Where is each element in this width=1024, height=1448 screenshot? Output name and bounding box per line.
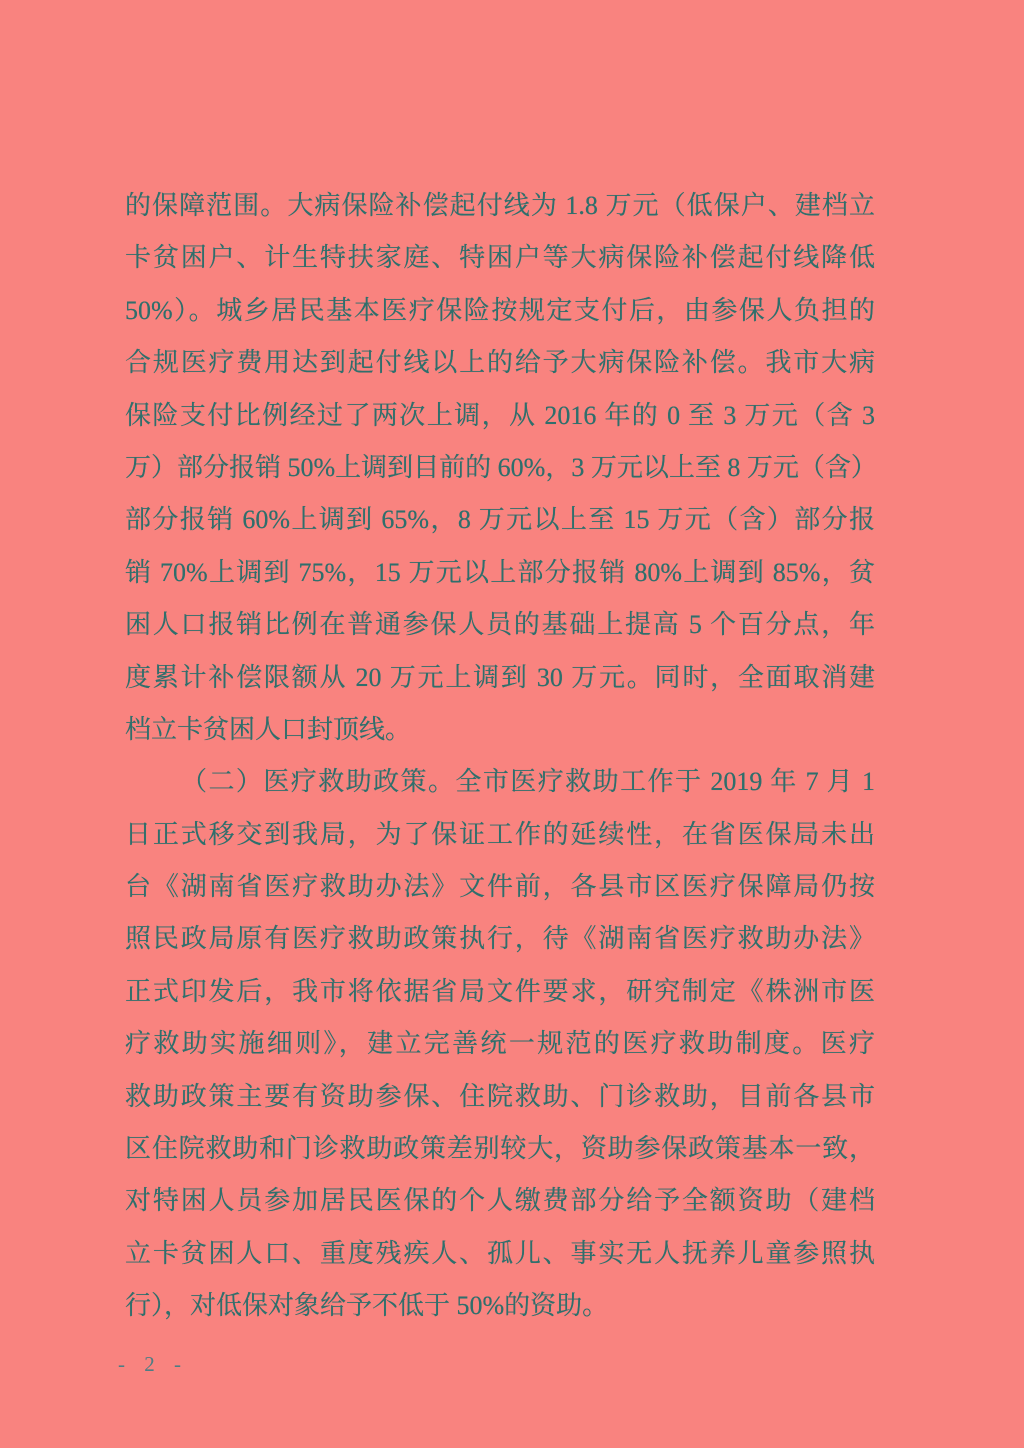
text-line: 合规医疗费用达到起付线以上的给予大病保险补偿。我市大病 (125, 348, 875, 378)
text-line: 的保障范围。大病保险补偿起付线为 1.8 万元（低保户、建档立 (125, 191, 875, 220)
text-line: 区住院救助和门诊救助政策差别较大，资助参保政策基本一致， (125, 1134, 875, 1164)
document-text-block (125, 180, 875, 1333)
text-line: 救助政策主要有资助参保、住院救助、门诊救助，目前各县市 (125, 1081, 875, 1111)
text-line: 照民政局原有医疗救助政策执行，待《湖南省医疗救助办法》 (125, 924, 875, 954)
text-line: 困人口报销比例在普通参保人员的基础上提高 5 个百分点，年 (125, 610, 875, 640)
text-line: 部分报销 60%上调到 65%，8 万元以上至 15 万元（含）部分报 (125, 505, 875, 535)
page-number: - 2 - (118, 1352, 188, 1376)
text-line: 正式印发后，我市将依据省局文件要求，研究制定《株洲市医 (125, 976, 875, 1006)
text-line: 台《湖南省医疗救助办法》文件前，各县市区医疗保障局仍按 (125, 872, 875, 902)
text-line: 度累计补偿限额从 20 万元上调到 30 万元。同时，全面取消建 (125, 662, 875, 692)
text-line: 疗救助实施细则》，建立完善统一规范的医疗救助制度。医疗 (125, 1029, 875, 1059)
text-line: 对特困人员参加居民医保的个人缴费部分给予全额资助（建档 (125, 1186, 875, 1216)
text-line-paragraph-end: 档立卡贫困人口封顶线。 (125, 714, 412, 744)
text-line: 销 70%上调到 75%，15 万元以上部分报销 80%上调到 85%，贫 (125, 557, 875, 587)
text-line: 卡贫困户、计生特扶家庭、特困户等大病保险补偿起付线降低 (125, 243, 875, 273)
text-line-paragraph-end: 行），对低保对象给予不低于 50%的资助。 (125, 1291, 609, 1321)
text-line: 日正式移交到我局，为了保证工作的延续性，在省医保局未出 (125, 819, 875, 849)
text-line-paragraph-start: （二）医疗救助政策。全市医疗救助工作于 2019 年 7 月 1 (181, 767, 875, 797)
text-line: 万）部分报销 50%上调到目前的 60%，3 万元以上至 8 万元（含） (125, 452, 877, 482)
text-line: 50%）。城乡居民基本医疗保险按规定支付后，由参保人负担的 (125, 295, 875, 325)
text-line: 立卡贫困人口、重度残疾人、孤儿、事实无人抚养儿童参照执 (125, 1238, 875, 1268)
text-line: 保险支付比例经过了两次上调，从 2016 年的 0 至 3 万元（含 3 (125, 400, 875, 430)
